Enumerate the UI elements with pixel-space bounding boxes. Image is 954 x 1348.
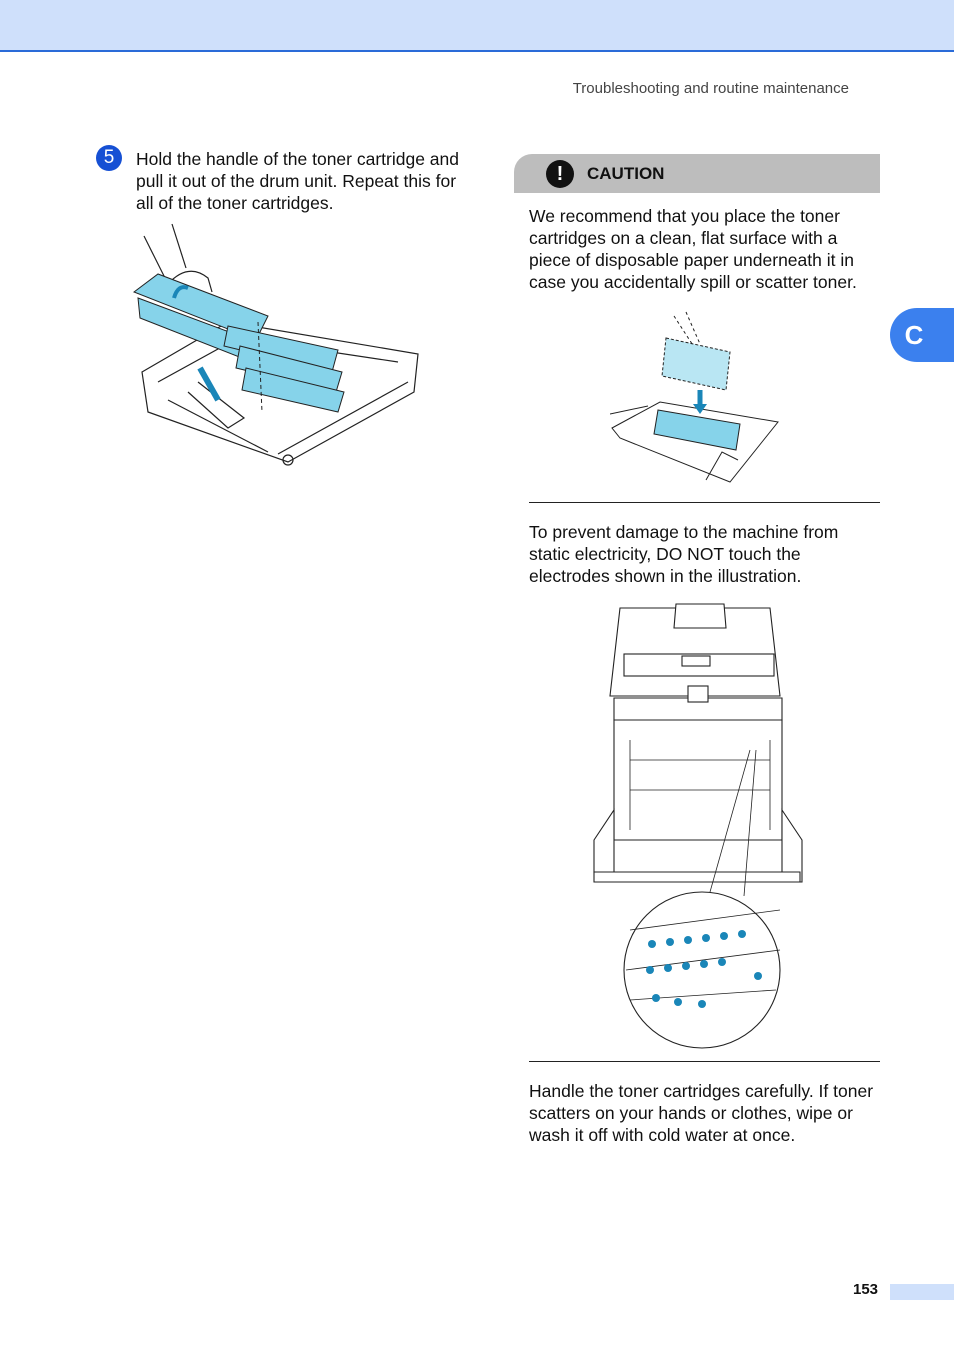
step-instruction: Hold the handle of the toner cartridge and pull it out of the drum unit. Repeat this for all of the toner cartridges. xyxy=(136,149,459,213)
warning-icon: ! xyxy=(546,160,574,188)
toner-on-paper-illustration xyxy=(610,310,782,486)
machine-electrodes-illustration xyxy=(590,600,805,1050)
caution-paragraph: To prevent damage to the machine from static electricity, DO NOT touch the electrodes shown in the illustration. xyxy=(529,522,839,586)
page-number: 153 xyxy=(853,1281,879,1298)
chapter-tab[interactable]: C xyxy=(890,308,954,362)
divider xyxy=(529,502,880,503)
caution-paragraph: We recommend that you place the toner cartridges on a clean, flat surface with a piece of disposable paper underneath it in case you accidentally spill or scatter toner. xyxy=(529,206,857,292)
footer-band xyxy=(890,1284,954,1300)
step-number-badge: 5 xyxy=(96,145,122,171)
divider xyxy=(529,1061,880,1062)
caution-paragraph: Handle the toner cartridges carefully. If toner scatters on your hands or clothes, wipe or wash it off with cold water at once. xyxy=(529,1081,874,1145)
caution-label: CAUTION xyxy=(587,164,665,183)
drum-unit-illustration xyxy=(128,222,428,472)
caution-header xyxy=(514,154,880,193)
header-band xyxy=(0,0,954,52)
running-head: Troubleshooting and routine maintenance xyxy=(572,80,849,97)
